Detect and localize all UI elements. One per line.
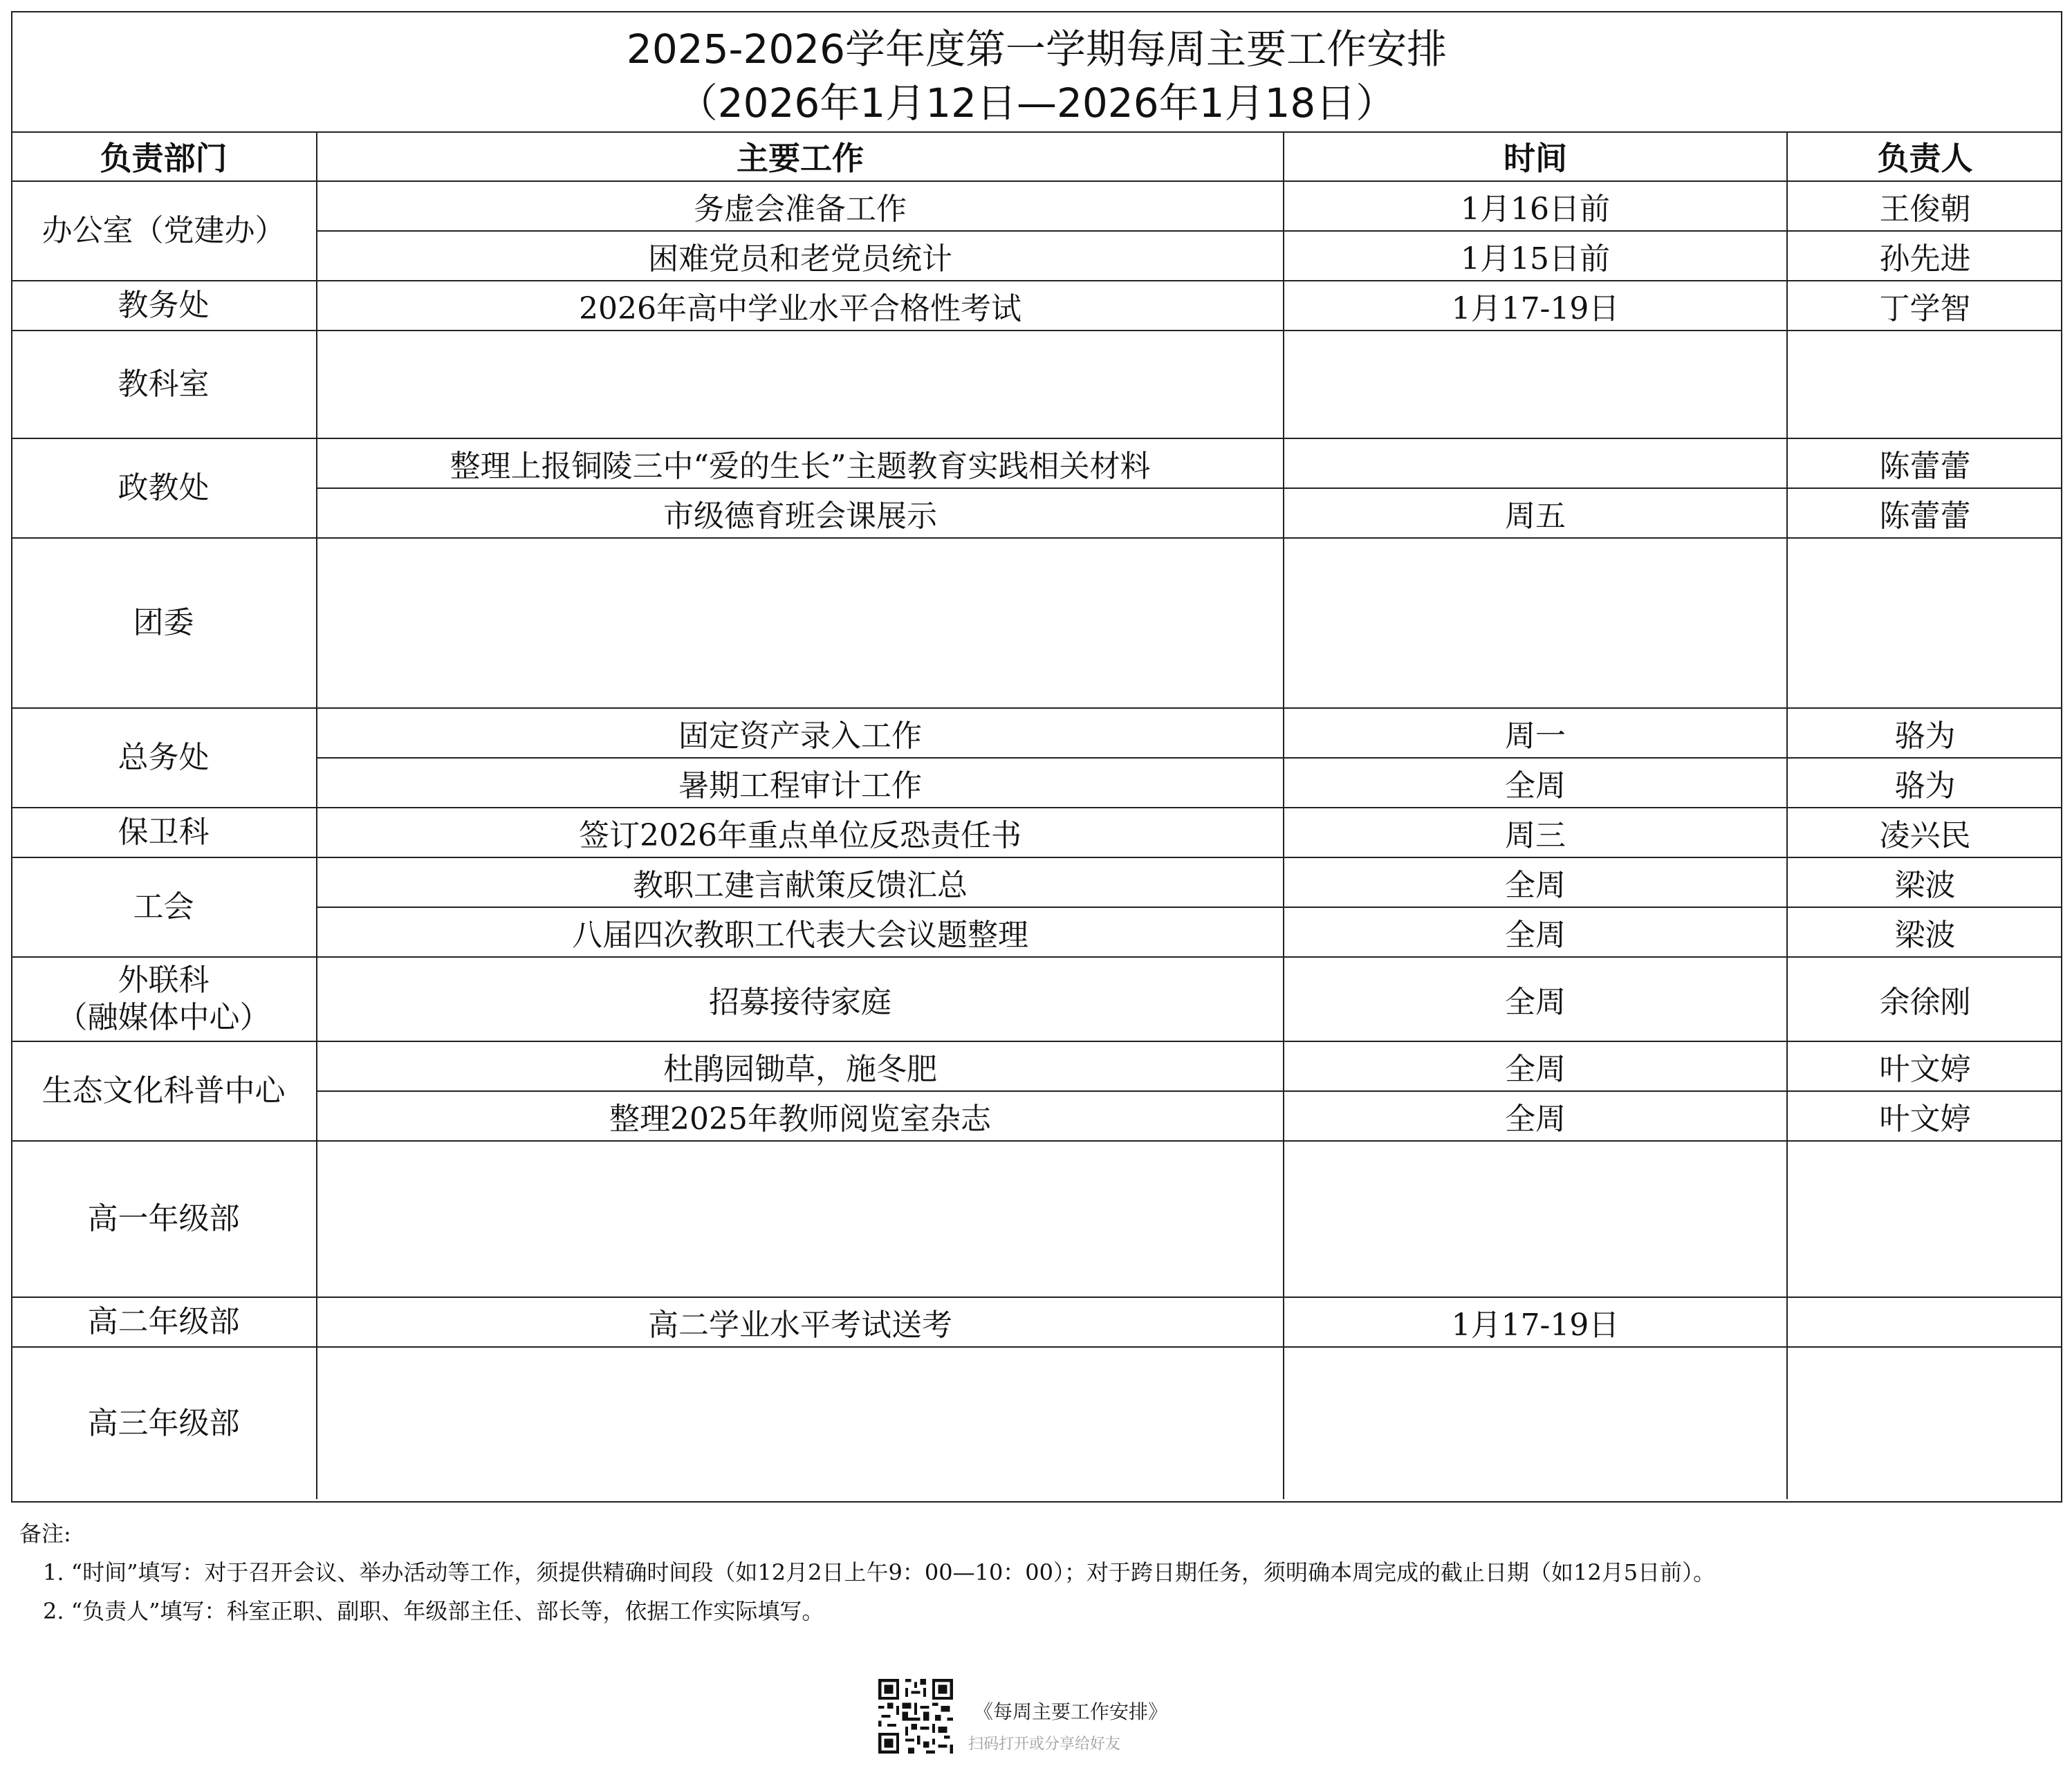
department-youth-league: 团委 [11, 538, 317, 708]
person-cell: 凌兴民 [1787, 808, 2062, 857]
table-row [11, 538, 2062, 708]
department-outreach-subname: （融媒体中心） [57, 1000, 270, 1035]
time-cell: 1月17-19日 [1284, 1297, 1787, 1347]
qr-code-icon[interactable] [878, 1679, 953, 1754]
department-research: 教科室 [11, 331, 317, 438]
task-cell [317, 1347, 1284, 1499]
date-range: （2026年1月12日—2026年1月18日） [677, 80, 1396, 127]
notes [11, 1514, 2062, 1630]
person-cell [1787, 1347, 2062, 1499]
department-grade1: 高一年级部 [11, 1141, 317, 1297]
note-item-time: 1. “时间”填写：对于召开会议、举办活动等工作，须提供精确时间段（如12月2日上午9：00—10：00）；对于跨日期任务，须明确本周完成的截止日期（如12月5日前）。 [43, 1559, 1716, 1586]
person-cell: 王俊朝 [1787, 181, 2062, 231]
department-office: 办公室（党建办） [11, 181, 317, 281]
table-row [11, 281, 2062, 331]
person-cell: 骆为 [1787, 758, 2062, 808]
department-outreach [11, 957, 317, 1041]
department-union: 工会 [11, 857, 317, 957]
share-footer [878, 1679, 1196, 1755]
person-cell [1787, 1297, 2062, 1347]
header-department: 负责部门 [11, 132, 317, 181]
footer-hint: 扫码打开或分享给好友 [968, 1736, 1121, 1753]
table-row [11, 957, 2062, 1041]
header-person: 负责人 [1787, 132, 2062, 181]
task-cell [317, 331, 1284, 438]
task-cell: 固定资产录入工作 [317, 708, 1284, 758]
note-item-person: 2. “负责人”填写：科室正职、副职、年级部主任、部长等，依据工作实际填写。 [43, 1598, 824, 1624]
task-cell: 八届四次教职工代表大会议题整理 [317, 907, 1284, 957]
department-grade3: 高三年级部 [11, 1347, 317, 1499]
table-row [11, 808, 2062, 857]
time-cell [1284, 438, 1787, 488]
time-cell: 周五 [1284, 488, 1787, 538]
person-cell [1787, 331, 2062, 438]
person-cell: 梁波 [1787, 857, 2062, 907]
table-row [11, 181, 2062, 231]
department-academic: 教务处 [11, 281, 317, 331]
header-time: 时间 [1284, 132, 1787, 181]
task-cell [317, 538, 1284, 708]
table-row [11, 758, 2062, 808]
person-cell: 叶文婷 [1787, 1091, 2062, 1141]
department-grade2: 高二年级部 [11, 1297, 317, 1347]
time-cell: 全周 [1284, 1091, 1787, 1141]
table-row [11, 488, 2062, 538]
table-row [11, 1297, 2062, 1347]
task-cell: 高二学业水平考试送考 [317, 1297, 1284, 1347]
table-row [11, 1041, 2062, 1091]
department-political: 政教处 [11, 438, 317, 538]
table-row [11, 1141, 2062, 1297]
task-cell: 务虚会准备工作 [317, 181, 1284, 231]
person-cell [1787, 538, 2062, 708]
table-row [11, 1347, 2062, 1499]
table-row [11, 708, 2062, 758]
table-row [11, 907, 2062, 957]
table-row [11, 331, 2062, 438]
table-row [11, 231, 2062, 281]
table-row [11, 438, 2062, 488]
department-eco-center: 生态文化科普中心 [11, 1041, 317, 1141]
task-cell: 整理上报铜陵三中“爱的生长”主题教育实践相关材料 [317, 438, 1284, 488]
time-cell: 周三 [1284, 808, 1787, 857]
time-cell: 全周 [1284, 1041, 1787, 1091]
person-cell: 余徐刚 [1787, 957, 2062, 1041]
time-cell: 全周 [1284, 907, 1787, 957]
time-cell: 全周 [1284, 758, 1787, 808]
time-cell: 周一 [1284, 708, 1787, 758]
schedule-table [11, 132, 2062, 1499]
time-cell: 全周 [1284, 857, 1787, 907]
person-cell: 骆为 [1787, 708, 2062, 758]
task-cell: 招募接待家庭 [317, 957, 1284, 1041]
time-cell: 1月16日前 [1284, 181, 1787, 231]
department-outreach-name: 外联科 [118, 963, 210, 998]
person-cell: 叶文婷 [1787, 1041, 2062, 1091]
title-block [11, 11, 2062, 133]
notes-heading: 备注: [19, 1521, 71, 1547]
task-cell: 杜鹃园锄草，施冬肥 [317, 1041, 1284, 1091]
time-cell [1284, 1141, 1787, 1297]
footer-title: 《每周主要工作安排》 [974, 1700, 1168, 1723]
header-task: 主要工作 [317, 132, 1284, 181]
task-cell: 整理2025年教师阅览室杂志 [317, 1091, 1284, 1141]
task-cell: 2026年高中学业水平合格性考试 [317, 281, 1284, 331]
time-cell [1284, 1347, 1787, 1499]
time-cell [1284, 538, 1787, 708]
task-cell: 教职工建言献策反馈汇总 [317, 857, 1284, 907]
time-cell: 1月17-19日 [1284, 281, 1787, 331]
table-header-row [11, 132, 2062, 181]
table-row [11, 857, 2062, 907]
person-cell [1787, 1141, 2062, 1297]
person-cell: 丁学智 [1787, 281, 2062, 331]
task-cell: 签订2026年重点单位反恐责任书 [317, 808, 1284, 857]
person-cell: 陈蕾蕾 [1787, 488, 2062, 538]
time-cell: 全周 [1284, 957, 1787, 1041]
table-row [11, 1091, 2062, 1141]
person-cell: 梁波 [1787, 907, 2062, 957]
task-cell: 市级德育班会课展示 [317, 488, 1284, 538]
time-cell: 1月15日前 [1284, 231, 1787, 281]
department-security: 保卫科 [11, 808, 317, 857]
task-cell: 困难党员和老党员统计 [317, 231, 1284, 281]
person-cell: 孙先进 [1787, 231, 2062, 281]
time-cell [1284, 331, 1787, 438]
person-cell: 陈蕾蕾 [1787, 438, 2062, 488]
page-title: 2025-2026学年度第一学期每周主要工作安排 [626, 26, 1447, 73]
department-general-affairs: 总务处 [11, 708, 317, 808]
task-cell [317, 1141, 1284, 1297]
task-cell: 暑期工程审计工作 [317, 758, 1284, 808]
